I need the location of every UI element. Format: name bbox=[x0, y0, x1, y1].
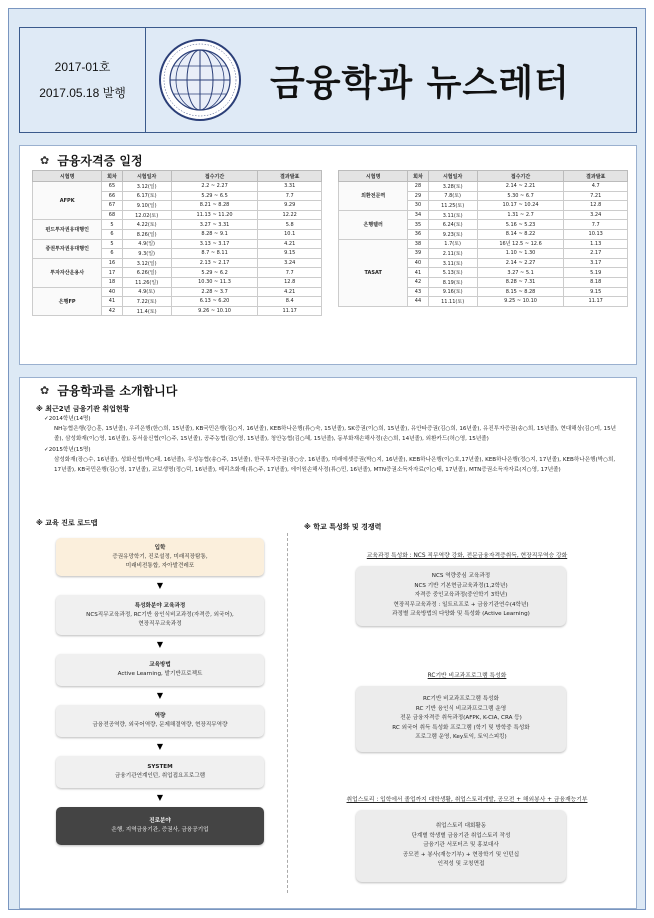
table-cell: 11.26(일) bbox=[122, 277, 171, 287]
table-cell: 42 bbox=[102, 306, 122, 316]
roadmap-step-text: 현장직무교육과정 bbox=[138, 620, 182, 627]
table-cell: 18 bbox=[102, 277, 122, 287]
table-cell: 67 bbox=[102, 201, 122, 211]
table-cell: 2.11(토) bbox=[428, 249, 477, 259]
table-cell: 6.24(토) bbox=[428, 220, 477, 230]
column-header: 접수기간 bbox=[171, 171, 258, 182]
section-title: 금융자격증 일정 bbox=[57, 154, 143, 168]
table-cell: 9.15 bbox=[564, 287, 628, 297]
column-header: 결과발표 bbox=[258, 171, 322, 182]
table-cell: 11.25(토) bbox=[428, 201, 477, 211]
table-cell: 7.7 bbox=[564, 220, 628, 230]
schedule-table-left bbox=[32, 170, 322, 316]
roadmap-step bbox=[56, 756, 264, 788]
table-cell: 12.22 bbox=[258, 210, 322, 220]
roadmap-step-title: 특성화분야 교육과정 bbox=[134, 602, 186, 609]
roadmap-step bbox=[56, 595, 264, 635]
section-heading bbox=[40, 152, 143, 169]
table-cell: 8.28 ~ 7.31 bbox=[477, 277, 564, 287]
roadmap-step-text: 미래비전통합, 자아발견레포 bbox=[125, 562, 195, 569]
down-arrow-icon: ▼ bbox=[156, 691, 164, 700]
column-header: 회차 bbox=[408, 171, 428, 182]
section-heading bbox=[40, 382, 177, 399]
table-cell: 5.16 ~ 5.23 bbox=[477, 220, 564, 230]
table-cell: 5 bbox=[102, 220, 122, 230]
university-seal-logo bbox=[158, 38, 242, 122]
table-cell: 8.14 ~ 8.22 bbox=[477, 229, 564, 239]
table-cell: 1.7(토) bbox=[428, 239, 477, 249]
feature-line: NCS 기반 기본현금교육과정(1,2학년) bbox=[414, 582, 508, 589]
table-cell: 4.22(토) bbox=[122, 220, 171, 230]
features-heading: ※ 학교 특성화 및 경쟁력 bbox=[304, 523, 382, 531]
column-header: 시험일자 bbox=[122, 171, 171, 182]
certification-schedule-section bbox=[19, 145, 637, 365]
exam-name: AFPK bbox=[33, 182, 102, 220]
roadmap-step bbox=[56, 654, 264, 686]
roadmap-step-title: 진로분야 bbox=[149, 818, 171, 824]
table-cell: 10.1 bbox=[258, 229, 322, 239]
feature-line: RC 외국어 취득 특성화 프로그램 (학기 및 방학중 특성화 bbox=[392, 724, 530, 731]
table-cell: 12.02(토) bbox=[122, 210, 171, 220]
table-cell: 65 bbox=[102, 182, 122, 192]
section-title: 금융학과를 소개합니다 bbox=[57, 384, 178, 398]
table-cell: 12.8 bbox=[258, 277, 322, 287]
table-cell: 6 bbox=[102, 229, 122, 239]
table-cell: 5 bbox=[102, 239, 122, 249]
feature-heading: RC기반 비교과프로그램 특성화 bbox=[427, 673, 507, 679]
roadmap-step-title: SYSTEM bbox=[147, 764, 173, 770]
table-cell: 3.12(일) bbox=[122, 182, 171, 192]
column-header: 시험명 bbox=[339, 171, 408, 182]
table-cell: 3.13 ~ 3.17 bbox=[171, 239, 258, 249]
table-cell: 10.30 ~ 11.3 bbox=[171, 277, 258, 287]
feature-line: 자격증 중인교육과정(중인학기 3학년) bbox=[414, 592, 508, 599]
table-cell: 35 bbox=[408, 220, 428, 230]
table-cell: 9.16(토) bbox=[428, 287, 477, 297]
table-cell: 28 bbox=[408, 182, 428, 192]
table-cell: 5.30 ~ 6.7 bbox=[477, 191, 564, 201]
exam-name: 은행FP bbox=[33, 287, 102, 316]
feature-line: 인적성 및 코칭면접 bbox=[437, 861, 485, 868]
table-row bbox=[339, 210, 628, 220]
table-cell: 34 bbox=[408, 210, 428, 220]
table-cell: 9.15 bbox=[258, 249, 322, 259]
feature-box bbox=[356, 686, 566, 752]
schedule-table-right bbox=[338, 170, 628, 307]
year-2015-label: ✓2015학년(15명) bbox=[44, 446, 91, 453]
roadmap-step-text: Active Learning, 발기반프로젝트 bbox=[117, 671, 203, 677]
table-cell: 9.3(일) bbox=[122, 249, 171, 259]
table-cell: 38 bbox=[408, 239, 428, 249]
down-arrow-icon: ▼ bbox=[156, 581, 164, 590]
table-cell: 8.15 ~ 8.28 bbox=[477, 287, 564, 297]
feature-box bbox=[356, 810, 566, 882]
table-cell: 5.19 bbox=[564, 268, 628, 278]
exam-name: 은행텔러 bbox=[339, 210, 408, 239]
table-cell: 39 bbox=[408, 249, 428, 259]
table-cell: 16년 12.5 ~ 12.6 bbox=[477, 239, 564, 249]
table-cell: 44 bbox=[408, 297, 428, 307]
newsletter-title: 금융학과 뉴스레터 bbox=[270, 62, 570, 104]
table-row bbox=[339, 182, 628, 192]
table-cell: 41 bbox=[408, 268, 428, 278]
table-cell: 6.17(토) bbox=[122, 191, 171, 201]
flower-bullet-icon: ✿ bbox=[40, 384, 50, 397]
table-cell: 6.13 ~ 6.20 bbox=[171, 297, 258, 307]
table-cell: 3.28(토) bbox=[428, 182, 477, 192]
feature-line: 전문 금융자격증 취득과정(AFPK, K-CIA, CRA 등) bbox=[400, 715, 522, 722]
roadmap-step bbox=[56, 807, 264, 845]
table-cell: 11.11(토) bbox=[428, 297, 477, 307]
table-cell: 12.8 bbox=[564, 201, 628, 211]
table-cell: 9.25 ~ 10.10 bbox=[477, 297, 564, 307]
table-cell: 8.28 ~ 9.1 bbox=[171, 229, 258, 239]
table-cell: 30 bbox=[408, 201, 428, 211]
table-cell: 17 bbox=[102, 268, 122, 278]
feature-line: 프로그램 운영, Key토익, 토익스피킹) bbox=[415, 734, 507, 741]
table-cell: 10.17 ~ 10.24 bbox=[477, 201, 564, 211]
column-header: 시험명 bbox=[33, 171, 102, 182]
feature-line: 취업스토리 대회활동 bbox=[435, 823, 487, 830]
column-header: 회차 bbox=[102, 171, 122, 182]
roadmap-step-title: 입학 bbox=[154, 544, 166, 551]
down-arrow-icon: ▼ bbox=[156, 742, 164, 751]
table-cell: 3.27 ~ 5.1 bbox=[477, 268, 564, 278]
table-cell: 3.31 bbox=[258, 182, 322, 192]
table-cell: 5.13(토) bbox=[428, 268, 477, 278]
roadmap-step-text: NCS직무교육과정, RC기반 융인식비교과정(자격증, 외국어), bbox=[86, 611, 234, 618]
table-cell: 4.9(토) bbox=[122, 287, 171, 297]
table-row bbox=[33, 287, 322, 297]
table-cell: 3.27 ~ 3.31 bbox=[171, 220, 258, 230]
feature-line: 현장직무교육과정 : 일트르프로 + 금융기관연수(4학년) bbox=[393, 601, 529, 608]
exam-name: 외환전문역 bbox=[339, 182, 408, 211]
table-cell: 2.14 ~ 2.21 bbox=[477, 182, 564, 192]
table-cell: 68 bbox=[102, 210, 122, 220]
year-2014-label: ✓2014학년(14명) bbox=[44, 416, 91, 422]
table-row bbox=[33, 182, 322, 192]
roadmap-step-text: 증권유망학기, 진로설정, 미래직장탐통, bbox=[112, 553, 208, 560]
feature-line: 공모전 + 봉사(재능기부) + 현장학기 및 인턴십 bbox=[402, 851, 520, 858]
table-cell: 8.7 ~ 8.11 bbox=[171, 249, 258, 259]
roadmap-step-title: 역량 bbox=[154, 713, 166, 719]
table-cell: 5.29 ~ 6.2 bbox=[171, 268, 258, 278]
year-2014-text: NH농협은행(강○훈, 15년졸), 우리은행(한○희, 15년졸), KB국민은행(김○지, 16년졸), KEB하나은행(류○숙, 15년졸), SK증권(이○희, 15년졸), 유안타증권(김○희, 16년졸), 유진투자증권(송○희, 15년졸), 현대해상(김○미, 15년졸), 삼성화재(이○영, 16년졸), 동서울신협(이○주, 15년졸), 공주농협(김○영, 15년졸), 청안농협(김○혜, 15년졸), 동부화재손해사정(손○희, 14년졸), 외환카드(허○영, 15년졸) bbox=[54, 426, 617, 443]
table-cell: 42 bbox=[408, 277, 428, 287]
table-cell: 3.17 bbox=[564, 258, 628, 268]
roadmap-step-text: 금융기관연계인턴, 취업접요프로그램 bbox=[114, 773, 205, 779]
newsletter-page bbox=[8, 8, 646, 910]
exam-name: TASAT bbox=[339, 239, 408, 306]
department-intro-section bbox=[19, 377, 637, 909]
table-cell: 9.29 bbox=[258, 201, 322, 211]
table-cell: 9.26 ~ 10.10 bbox=[171, 306, 258, 316]
table-cell: 5.29 ~ 6.5 bbox=[171, 191, 258, 201]
roadmap-step-text: 은행, 지역금융기관, 증권사, 금융공기업 bbox=[111, 827, 209, 833]
exam-name: 투자자산운용사 bbox=[33, 258, 102, 287]
table-cell: 8.21 ~ 8.28 bbox=[171, 201, 258, 211]
table-cell: 8.18 bbox=[564, 277, 628, 287]
exam-name: 펀드투자권유대행인 bbox=[33, 220, 102, 239]
feature-line: RC 기반 융인식 비교과프로그램 운영 bbox=[415, 705, 507, 712]
table-cell: 3.24 bbox=[258, 258, 322, 268]
table-cell: 3.11(토) bbox=[428, 258, 477, 268]
feature-heading: 교육과정 특성화 : NCS 직무역량 강화, 전문금융자격증취득, 현장직무역승 강화 bbox=[366, 553, 568, 559]
table-cell: 11.17 bbox=[258, 306, 322, 316]
table-cell: 7.22(토) bbox=[122, 297, 171, 307]
issue-info bbox=[20, 28, 146, 132]
employment-list bbox=[44, 414, 624, 475]
table-cell: 29 bbox=[408, 191, 428, 201]
year-2015-text: 삼성화재(장○수, 16년졸), 성화신협(박○태, 16년졸), 우성농협(송○주, 15년졸), 한국투자증권(장○승, 16년졸), 미래에셋증권(박○지, 16년졸), KEB하나은행(이○호,17년졸), KEB하나은행(정○지, 17년졸), KEB하나은행(박○희, 17년졸), KB국민은행(김○영, 17년졸), 교보생명(정○덕, 16년졸), 메리츠화재(류○주, 17년졸), 에이원손해사정(류○민, 16년졸), MTN증권소득자자료(이○태, 17년졸), MTN증권소득자자료(지○영, 17년졸) bbox=[54, 456, 616, 474]
table-cell: 11.17 bbox=[564, 297, 628, 307]
column-header: 접수기간 bbox=[477, 171, 564, 182]
roadmap-step bbox=[56, 538, 264, 576]
table-cell: 1.31 ~ 2.7 bbox=[477, 210, 564, 220]
table-cell: 36 bbox=[408, 229, 428, 239]
table-cell: 9.10(일) bbox=[122, 201, 171, 211]
exam-name: 증권투자권유대행인 bbox=[33, 239, 102, 258]
table-cell: 9.23(토) bbox=[428, 229, 477, 239]
column-divider bbox=[287, 533, 288, 893]
table-cell: 3.11(토) bbox=[428, 210, 477, 220]
table-cell: 4.21 bbox=[258, 287, 322, 297]
table-cell: 7.7 bbox=[258, 191, 322, 201]
newsletter-header bbox=[19, 27, 637, 133]
table-cell: 2.28 ~ 3.7 bbox=[171, 287, 258, 297]
table-cell: 3.12(일) bbox=[122, 258, 171, 268]
roadmap-heading: ※ 교육 진로 로드맵 bbox=[36, 519, 98, 527]
down-arrow-icon: ▼ bbox=[156, 793, 164, 802]
table-cell: 41 bbox=[102, 297, 122, 307]
table-cell: 16 bbox=[102, 258, 122, 268]
feature-heading: 취업스토리 : 입학에서 졸업까지 대학생활, 취업스토리개발, 공모전 + 해외봉사 + 금융재능기부 bbox=[346, 797, 588, 803]
table-cell: 66 bbox=[102, 191, 122, 201]
issue-date: 2017.05.18 발행 bbox=[39, 86, 126, 100]
table-row bbox=[33, 258, 322, 268]
table-cell: 4.21 bbox=[258, 239, 322, 249]
issue-number: 2017-01호 bbox=[54, 60, 111, 74]
flower-bullet-icon: ✿ bbox=[40, 154, 50, 167]
table-cell: 11.4(토) bbox=[122, 306, 171, 316]
employment-heading: ※ 최근2년 금융기관 취업현황 bbox=[36, 405, 130, 413]
table-cell: 2.14 ~ 2.27 bbox=[477, 258, 564, 268]
feature-line: 금융기관 서포터즈 및 홍보대사 bbox=[423, 842, 499, 849]
table-cell: 7.21 bbox=[564, 191, 628, 201]
table-row bbox=[33, 239, 322, 249]
table-cell: 2.17 bbox=[564, 249, 628, 259]
feature-line: 과정별 교육방법의 다양화 및 특성화 (Active Learning) bbox=[392, 611, 530, 618]
feature-line: RC기반 비교과프로그램 특성화 bbox=[423, 696, 499, 703]
table-cell: 6 bbox=[102, 249, 122, 259]
column-header: 결과발표 bbox=[564, 171, 628, 182]
table-cell: 2.13 ~ 2.17 bbox=[171, 258, 258, 268]
feature-line: 단계별 학생별 금융기관 취업스토리 작성 bbox=[411, 832, 511, 839]
table-cell: 5.8 bbox=[258, 220, 322, 230]
table-cell: 43 bbox=[408, 287, 428, 297]
table-cell: 4.9(일) bbox=[122, 239, 171, 249]
table-cell: 10.13 bbox=[564, 229, 628, 239]
table-cell: 8.4 bbox=[258, 297, 322, 307]
table-cell: 1.10 ~ 1.30 bbox=[477, 249, 564, 259]
down-arrow-icon: ▼ bbox=[156, 640, 164, 649]
table-cell: 8.26(일) bbox=[122, 229, 171, 239]
table-cell: 6.26(일) bbox=[122, 268, 171, 278]
table-cell: 2.2 ~ 2.27 bbox=[171, 182, 258, 192]
table-cell: 11.13 ~ 11.20 bbox=[171, 210, 258, 220]
table-cell: 7.7 bbox=[258, 268, 322, 278]
column-header: 시험일자 bbox=[428, 171, 477, 182]
table-cell: 40 bbox=[408, 258, 428, 268]
table-cell: 7.8(토) bbox=[428, 191, 477, 201]
roadmap-step-text: 금융전공역량, 외국어역량, 문제해결역량, 현장직무역량 bbox=[92, 722, 228, 728]
feature-box bbox=[356, 566, 566, 626]
feature-line: NCS 역량중심 교육과정 bbox=[431, 573, 491, 580]
roadmap-step-title: 교육방법 bbox=[149, 662, 171, 668]
roadmap-step bbox=[56, 705, 264, 737]
table-cell: 3.24 bbox=[564, 210, 628, 220]
roadmap-flow bbox=[56, 538, 264, 845]
table-cell: 40 bbox=[102, 287, 122, 297]
table-cell: 1.13 bbox=[564, 239, 628, 249]
table-cell: 4.7 bbox=[564, 182, 628, 192]
table-row bbox=[339, 239, 628, 249]
table-row bbox=[33, 220, 322, 230]
table-cell: 8.19(토) bbox=[428, 277, 477, 287]
